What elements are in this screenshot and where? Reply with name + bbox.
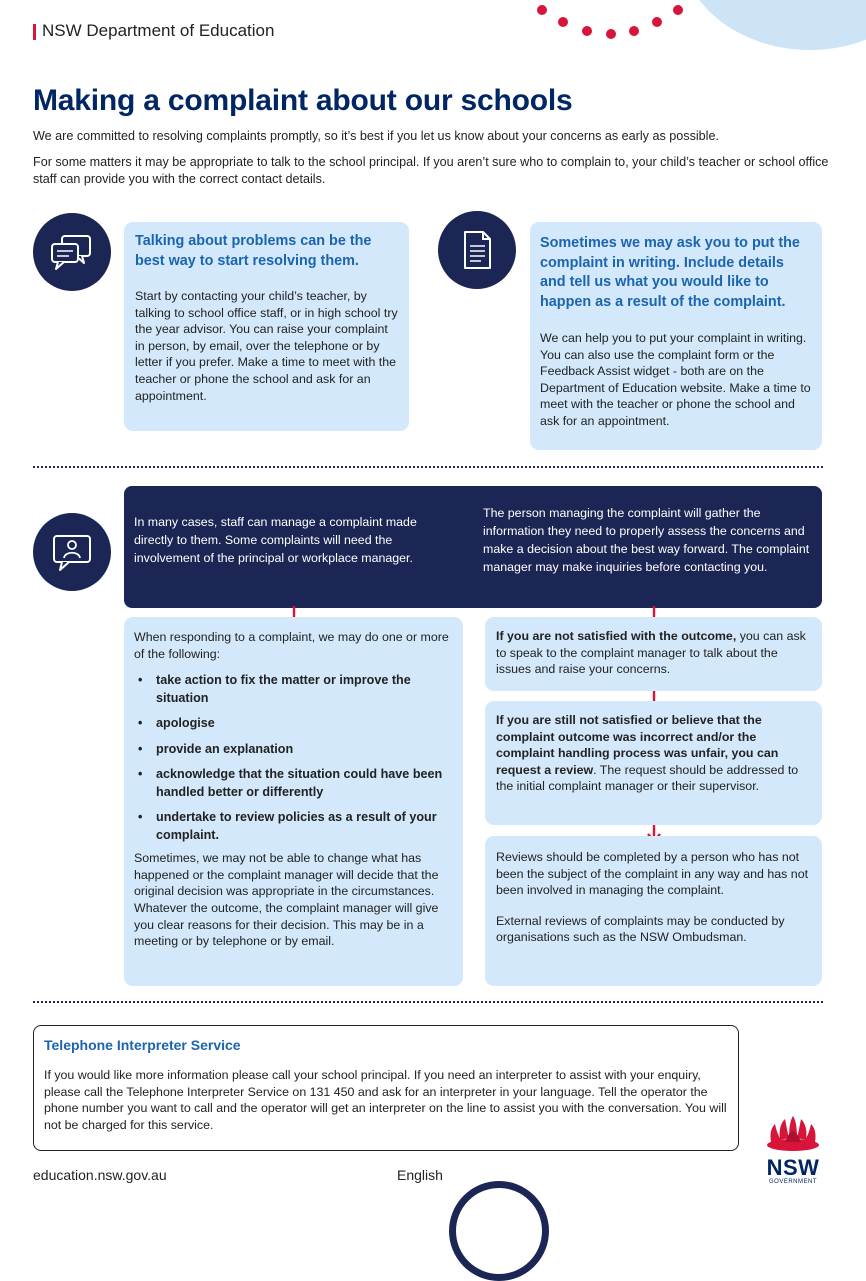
nsw-government-logo [757,1116,829,1185]
step3-external-text: External reviews of complaints may be conducted by organisations such as the NSW Ombudsman. [496,913,785,945]
list-item: • acknowledge that the situation could have been handled better or differently [134,766,453,801]
decorative-half-circle [449,1181,549,1281]
section-divider [33,1001,823,1003]
step2-text: . The request should be addressed to the initial complaint manager or their supervisor. [496,762,799,794]
responding-intro: When responding to a complaint, we may do one or more of the following: [134,630,449,661]
logo-subtitle: GOVERNMENT [768,1179,817,1185]
interpreter-heading: Telephone Interpreter Service [44,1037,241,1053]
interpreter-body: If you would like more information please call your school principal. If you need an interpreter to assist with your enquiry, please call the Telephone Interpreter Service on 131 450 and ask for an interpreter in your language. Tell the operator the phone number you want to call and the operator will get an interpreter on the line to assist you with the conversation. You will not be charged for this service. [44,1068,727,1132]
talking-card-heading: Talking about problems can be the best way to start resolving them. [135,233,372,269]
list-item: • apologise [134,715,453,733]
brand-accent-bar [33,24,36,40]
logo-word: NSW [766,1155,820,1180]
list-item: • provide an explanation [134,741,453,759]
writing-card-heading: Sometimes we may ask you to put the complaint in writing. Include details and tell us what you would like to happen as a result of the complaint. [540,235,800,310]
step1-bold-text: If you are not satisfied with the outcome, [496,629,737,643]
intro-paragraph-1: We are committed to resolving complaints promptly, so it’s best if you let us know about your concerns as early as possible. [33,129,719,143]
responding-card [124,617,463,986]
talking-card-body: Start by contacting your child’s teacher, by talking to school office staff, or in high school try the year advisor. You can raise your complaint in person, by email, over the telephone or by letter if you prefer. Make a time to meet with the teacher or phone the school and ask for an appointment. [135,289,398,403]
step1-text: you can ask to speak to the complaint manager to talk about the issues and raise your concerns. [496,629,806,677]
decorative-circle [680,0,866,50]
writing-card [530,222,822,450]
list-item: • take action to fix the matter or improve the situation [134,672,453,707]
page-title: Making a complaint about our schools [33,84,573,117]
step3-review-text: Reviews should be completed by a person who has not been the subject of the complaint in any way and has not been involved in managing the complaint. [496,850,809,898]
section-divider [33,466,823,468]
chat-bubbles-icon [33,213,111,291]
footer-language: English [397,1167,443,1183]
waratah-icon [763,1116,823,1152]
escalation-step-2 [485,701,822,825]
talking-card [124,222,409,431]
department-name: NSW Department of Education [42,21,275,40]
responding-list [134,672,453,844]
process-right-text: The person managing the complaint will gather the information they need to properly assess the concerns and make a decision about the best way forward. The complaint manager may make inquiries before contacting you. [483,506,810,574]
responding-closing: Sometimes, we may not be able to change what has happened or the complaint manager will decide that the original decision was appropriate in the circumstances. Whatever the outcome, the complaint manager will give you clear reasons for their decision. This may be in a meeting or by telephone or by email. [134,851,439,949]
intro-paragraph-2: For some matters it may be appropriate to talk to the school principal. If you aren’t sure who to complain to, your child’s teacher or school office staff can provide you with the correct contact details. [33,155,829,186]
escalation-step-1 [485,617,822,691]
process-banner [124,486,822,608]
document-icon [438,211,516,289]
decorative-dots [530,0,690,46]
footer-url: education.nsw.gov.au [33,1167,167,1183]
escalation-step-3 [485,836,822,986]
writing-card-body: We can help you to put your complaint in writing. You can also use the complaint form or the Feedback Assist widget - both are on the Department of Education website. Make a time to meet with the teacher or phone the school and ask for an appointment. [540,331,811,428]
person-speech-icon [33,513,111,591]
interpreter-box [33,1025,739,1151]
process-left-text: In many cases, staff can manage a complaint made directly to them. Some complaints will need the involvement of the principal or workplace manager. [134,515,417,565]
list-item: • undertake to review policies as a result of your complaint. [134,809,453,844]
step2-bold-text: If you are still not satisfied or believe that the complaint outcome was incorrect and/or the complaint handling process was unfair, you can request a review [496,713,779,777]
